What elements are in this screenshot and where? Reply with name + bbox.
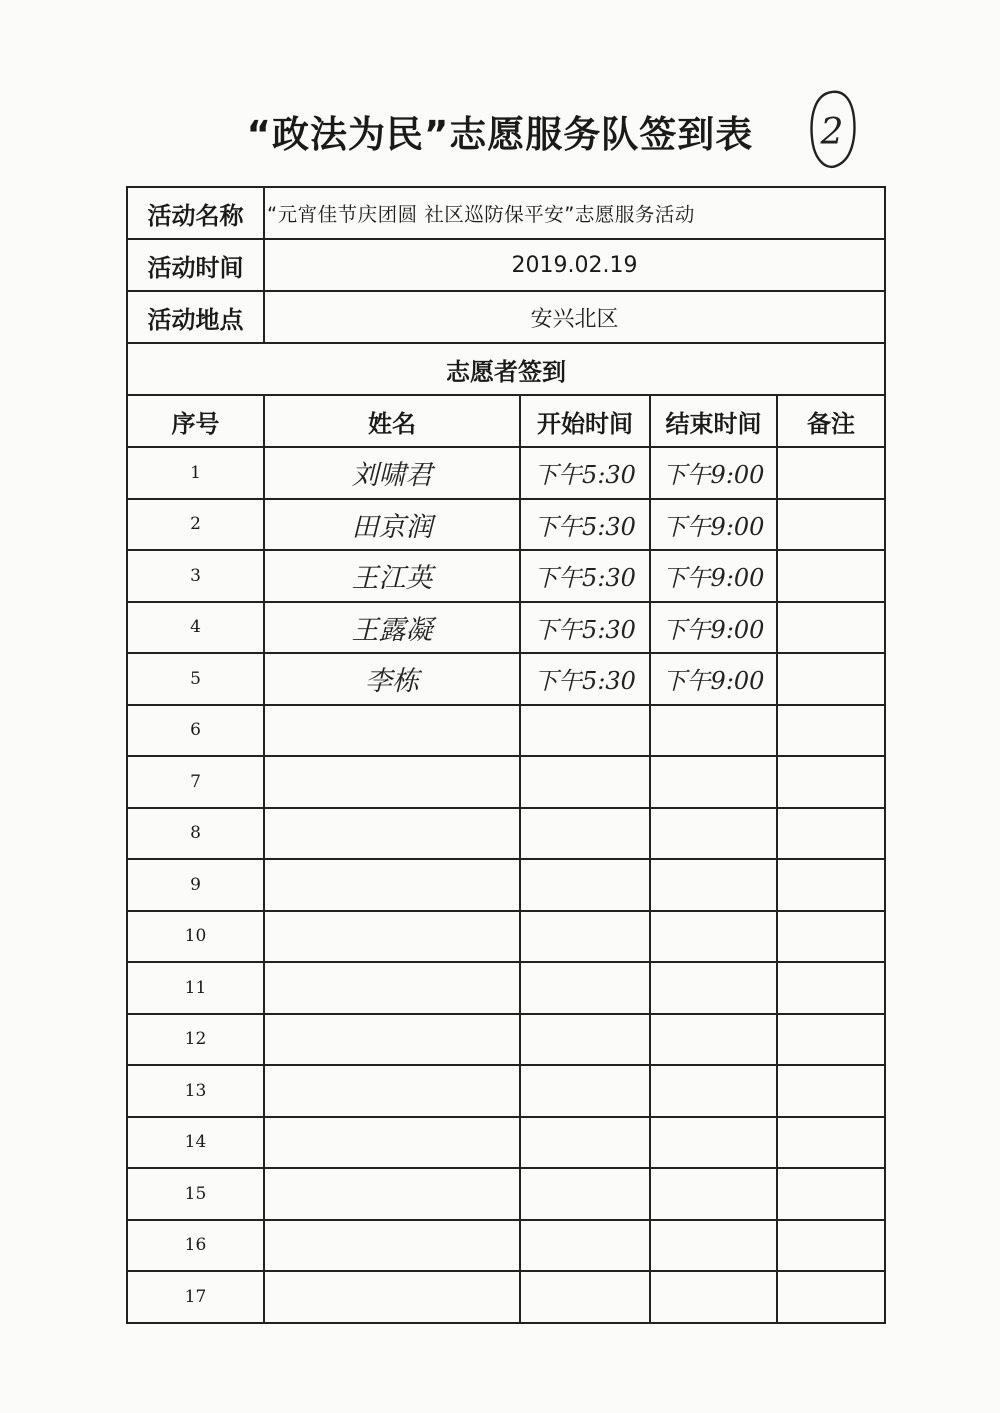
start-time-cell — [520, 1065, 650, 1117]
volunteer-name-cell — [264, 859, 520, 911]
table-row — [127, 1014, 885, 1066]
note-cell — [777, 1014, 885, 1066]
start-time-cell — [520, 447, 650, 499]
note-cell — [777, 859, 885, 911]
end-time-cell — [650, 911, 777, 963]
volunteer-name-cell — [264, 1271, 520, 1323]
note-cell — [777, 705, 885, 757]
start-time-cell — [520, 1271, 650, 1323]
start-time-value: 下午5:30 — [534, 564, 636, 593]
note-cell — [777, 1168, 885, 1220]
col-header-name: 姓名 — [264, 395, 520, 447]
start-time-cell — [520, 499, 650, 551]
note-cell — [777, 1117, 885, 1169]
table-row — [127, 1168, 885, 1220]
volunteer-name-cell — [264, 705, 520, 757]
col-header-end: 结束时间 — [650, 395, 777, 447]
end-time-cell — [650, 808, 777, 860]
volunteer-name-cell — [264, 1065, 520, 1117]
row-number: 2 — [127, 499, 264, 551]
table-row — [127, 1117, 885, 1169]
section-title: 志愿者签到 — [127, 343, 885, 395]
start-time-cell — [520, 1014, 650, 1066]
row-number: 9 — [127, 859, 264, 911]
column-header-row — [127, 395, 885, 447]
volunteer-name-cell — [264, 911, 520, 963]
end-time-cell — [650, 1168, 777, 1220]
start-time-cell — [520, 1220, 650, 1272]
volunteer-name-cell — [264, 1014, 520, 1066]
start-time-cell — [520, 808, 650, 860]
volunteer-signature: 田京润 — [351, 511, 433, 543]
volunteer-name-cell — [264, 550, 520, 602]
end-time-cell — [650, 1117, 777, 1169]
activity-name-value: “元宵佳节庆团圆 社区巡防保平安”志愿服务活动 — [264, 187, 885, 239]
start-time-cell — [520, 602, 650, 654]
end-time-cell — [650, 1271, 777, 1323]
row-number: 11 — [127, 962, 264, 1014]
section-row — [127, 343, 885, 395]
note-cell — [777, 602, 885, 654]
note-cell — [777, 1271, 885, 1323]
end-time-value: 下午9:00 — [662, 564, 765, 593]
activity-time-label: 活动时间 — [127, 239, 264, 291]
volunteer-name-cell — [264, 756, 520, 808]
end-time-cell — [650, 756, 777, 808]
volunteer-name-cell — [264, 1117, 520, 1169]
volunteer-name-cell — [264, 1220, 520, 1272]
table-row — [127, 550, 885, 602]
start-time-cell — [520, 653, 650, 705]
activity-place-value: 安兴北区 — [264, 291, 885, 343]
start-time-cell — [520, 962, 650, 1014]
volunteer-name-cell — [264, 962, 520, 1014]
end-time-cell — [650, 1014, 777, 1066]
end-time-cell — [650, 550, 777, 602]
note-cell — [777, 550, 885, 602]
end-time-cell — [650, 859, 777, 911]
activity-place-label: 活动地点 — [127, 291, 264, 343]
activity-name-label: 活动名称 — [127, 187, 264, 239]
row-number: 13 — [127, 1065, 264, 1117]
volunteer-signature: 王露凝 — [351, 614, 433, 646]
end-time-value: 下午9:00 — [662, 667, 765, 696]
note-cell — [777, 1065, 885, 1117]
note-cell — [777, 1220, 885, 1272]
row-number: 10 — [127, 911, 264, 963]
handwritten-page-number — [806, 88, 858, 172]
page-mark-text: 2 — [820, 112, 844, 153]
sign-in-rows — [127, 447, 885, 1323]
sign-in-table — [126, 186, 886, 1324]
start-time-value: 下午5:30 — [534, 461, 636, 490]
volunteer-name-cell — [264, 1168, 520, 1220]
note-cell — [777, 653, 885, 705]
end-time-cell — [650, 447, 777, 499]
activity-time-value: 2019.02.19 — [264, 239, 885, 291]
end-time-value: 下午9:00 — [662, 615, 765, 644]
end-time-cell — [650, 499, 777, 551]
end-time-cell — [650, 653, 777, 705]
col-header-no: 序号 — [127, 395, 264, 447]
start-time-value: 下午5:30 — [534, 615, 636, 644]
start-time-cell — [520, 1168, 650, 1220]
sheet-title: “政法为民”志愿服务队签到表 — [246, 113, 754, 156]
end-time-cell — [650, 962, 777, 1014]
end-time-value: 下午9:00 — [662, 512, 765, 541]
activity-place-row — [127, 291, 885, 343]
row-number: 3 — [127, 550, 264, 602]
volunteer-name-cell — [264, 653, 520, 705]
row-number: 6 — [127, 705, 264, 757]
table-row — [127, 1271, 885, 1323]
row-number: 15 — [127, 1168, 264, 1220]
row-number: 8 — [127, 808, 264, 860]
table-row — [127, 808, 885, 860]
table-row — [127, 962, 885, 1014]
volunteer-name-cell — [264, 602, 520, 654]
row-number: 4 — [127, 602, 264, 654]
row-number: 12 — [127, 1014, 264, 1066]
row-number: 14 — [127, 1117, 264, 1169]
start-time-cell — [520, 756, 650, 808]
row-number: 7 — [127, 756, 264, 808]
table-row — [127, 1220, 885, 1272]
volunteer-name-cell — [264, 499, 520, 551]
end-time-cell — [650, 602, 777, 654]
note-cell — [777, 756, 885, 808]
end-time-cell — [650, 705, 777, 757]
volunteer-name-cell — [264, 447, 520, 499]
note-cell — [777, 911, 885, 963]
table-row — [127, 653, 885, 705]
start-time-value: 下午5:30 — [534, 667, 636, 696]
table-row — [127, 911, 885, 963]
row-number: 5 — [127, 653, 264, 705]
end-time-cell — [650, 1220, 777, 1272]
volunteer-signature: 李栋 — [365, 666, 419, 698]
start-time-value: 下午5:30 — [534, 512, 636, 541]
row-number: 16 — [127, 1220, 264, 1272]
end-time-cell — [650, 1065, 777, 1117]
table-row — [127, 447, 885, 499]
table-row — [127, 705, 885, 757]
table-row — [127, 859, 885, 911]
table-row — [127, 1065, 885, 1117]
note-cell — [777, 447, 885, 499]
table-row — [127, 602, 885, 654]
col-header-note: 备注 — [777, 395, 885, 447]
row-number: 1 — [127, 447, 264, 499]
note-cell — [777, 808, 885, 860]
start-time-cell — [520, 911, 650, 963]
start-time-cell — [520, 705, 650, 757]
volunteer-signature: 王江英 — [351, 563, 433, 595]
start-time-cell — [520, 1117, 650, 1169]
activity-name-row — [127, 187, 885, 239]
table-row — [127, 499, 885, 551]
row-number: 17 — [127, 1271, 264, 1323]
note-cell — [777, 499, 885, 551]
end-time-value: 下午9:00 — [662, 461, 765, 490]
note-cell — [777, 962, 885, 1014]
table-row — [127, 756, 885, 808]
col-header-start: 开始时间 — [520, 395, 650, 447]
start-time-cell — [520, 550, 650, 602]
activity-time-row — [127, 239, 885, 291]
start-time-cell — [520, 859, 650, 911]
volunteer-signature: 刘啸君 — [351, 460, 433, 492]
volunteer-name-cell — [264, 808, 520, 860]
